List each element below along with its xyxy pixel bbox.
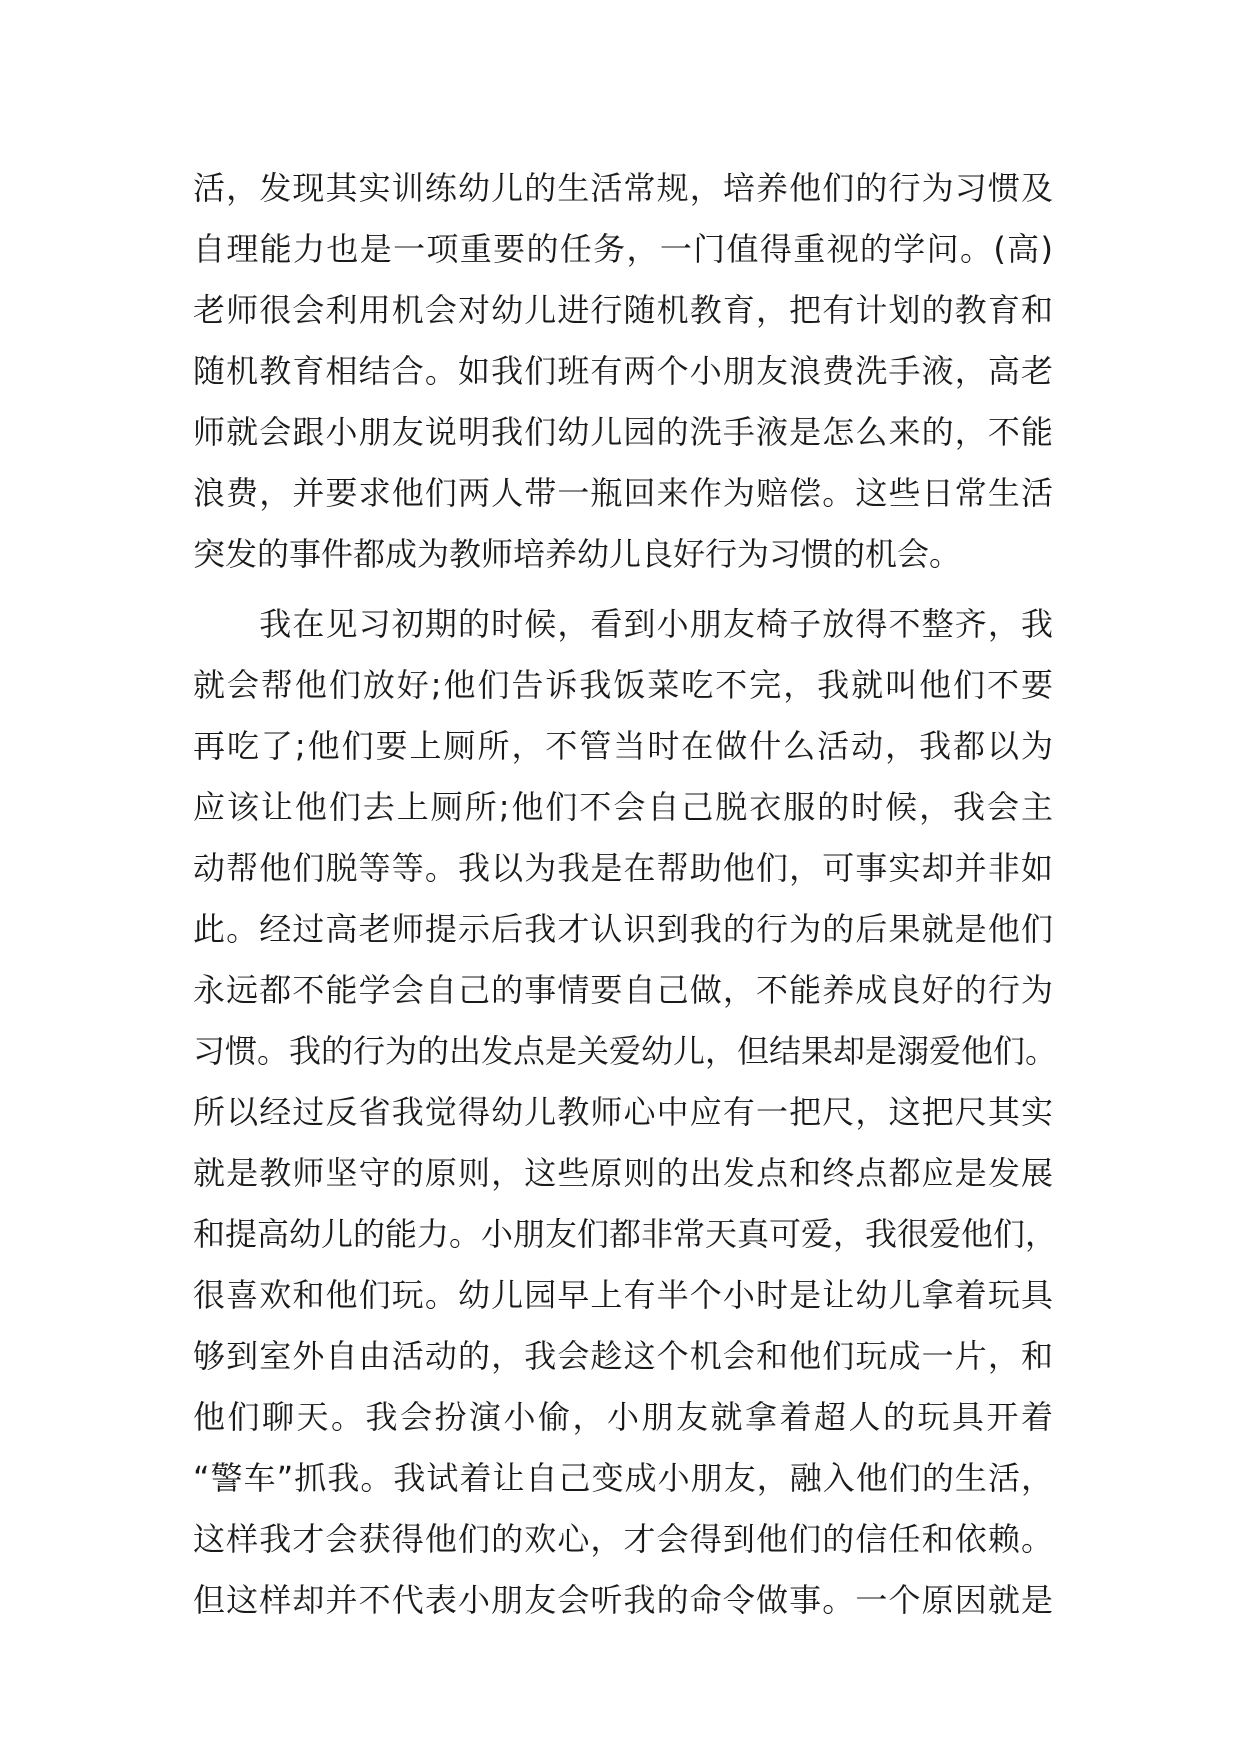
text-line: 很喜欢和他们玩。幼儿园早上有半个小时是让幼儿拿着玩具: [193, 1276, 1053, 1314]
text-line: 这样我才会获得他们的欢心，才会得到他们的信任和依赖。: [193, 1520, 1053, 1558]
text-line: 老师很会利用机会对幼儿进行随机教育，把有计划的教育和: [193, 291, 1053, 329]
text-line: 应该让他们去上厕所;他们不会自己脱衣服的时候，我会主: [193, 788, 1053, 826]
text-line: 他们聊天。我会扮演小偷，小朋友就拿着超人的玩具开着: [193, 1398, 1053, 1436]
text-line: 永远都不能学会自己的事情要自己做，不能养成良好的行为: [193, 971, 1053, 1009]
text-line: 浪费，并要求他们两人带一瓶回来作为赔偿。这些日常生活: [193, 474, 1053, 512]
text-line: 师就会跟小朋友说明我们幼儿园的洗手液是怎么来的，不能: [193, 413, 1053, 451]
text-line: 活，发现其实训练幼儿的生活常规，培养他们的行为习惯及: [193, 169, 1053, 207]
text-line: 自理能力也是一项重要的任务，一门值得重视的学问。(高): [193, 230, 1053, 268]
body-text: [193, 158, 1058, 1631]
paragraph-1: [193, 158, 1053, 585]
text-line: 所以经过反省我觉得幼儿教师心中应有一把尺，这把尺其实: [193, 1093, 1053, 1131]
text-line: 就会帮他们放好;他们告诉我饭菜吃不完，我就叫他们不要: [193, 666, 1053, 704]
text-line: 随机教育相结合。如我们班有两个小朋友浪费洗手液，高老: [193, 352, 1053, 390]
text-line: 但这样却并不代表小朋友会听我的命令做事。一个原因就是: [193, 1581, 1053, 1619]
text-line: 我在见习初期的时候，看到小朋友椅子放得不整齐，我: [193, 605, 1053, 643]
text-line: 动帮他们脱等等。我以为我是在帮助他们，可事实却并非如: [193, 849, 1053, 887]
text-line: 就是教师坚守的原则，这些原则的出发点和终点都应是发展: [193, 1154, 1053, 1192]
text-line: 习惯。我的行为的出发点是关爱幼儿，但结果却是溺爱他们。: [193, 1032, 1058, 1070]
text-line: 此。经过高老师提示后我才认识到我的行为的后果就是他们: [193, 910, 1053, 948]
text-line: “警车”抓我。我试着让自己变成小朋友，融入他们的生活，: [193, 1459, 1053, 1497]
text-line: 够到室外自由活动的，我会趁这个机会和他们玩成一片，和: [193, 1337, 1053, 1375]
paragraph-2: [193, 594, 1058, 1631]
text-line: 再吃了;他们要上厕所，不管当时在做什么活动，我都以为: [193, 727, 1053, 765]
text-line: 突发的事件都成为教师培养幼儿良好行为习惯的机会。: [193, 535, 962, 573]
text-line: 和提高幼儿的能力。小朋友们都非常天真可爱，我很爱他们，: [193, 1215, 1058, 1253]
